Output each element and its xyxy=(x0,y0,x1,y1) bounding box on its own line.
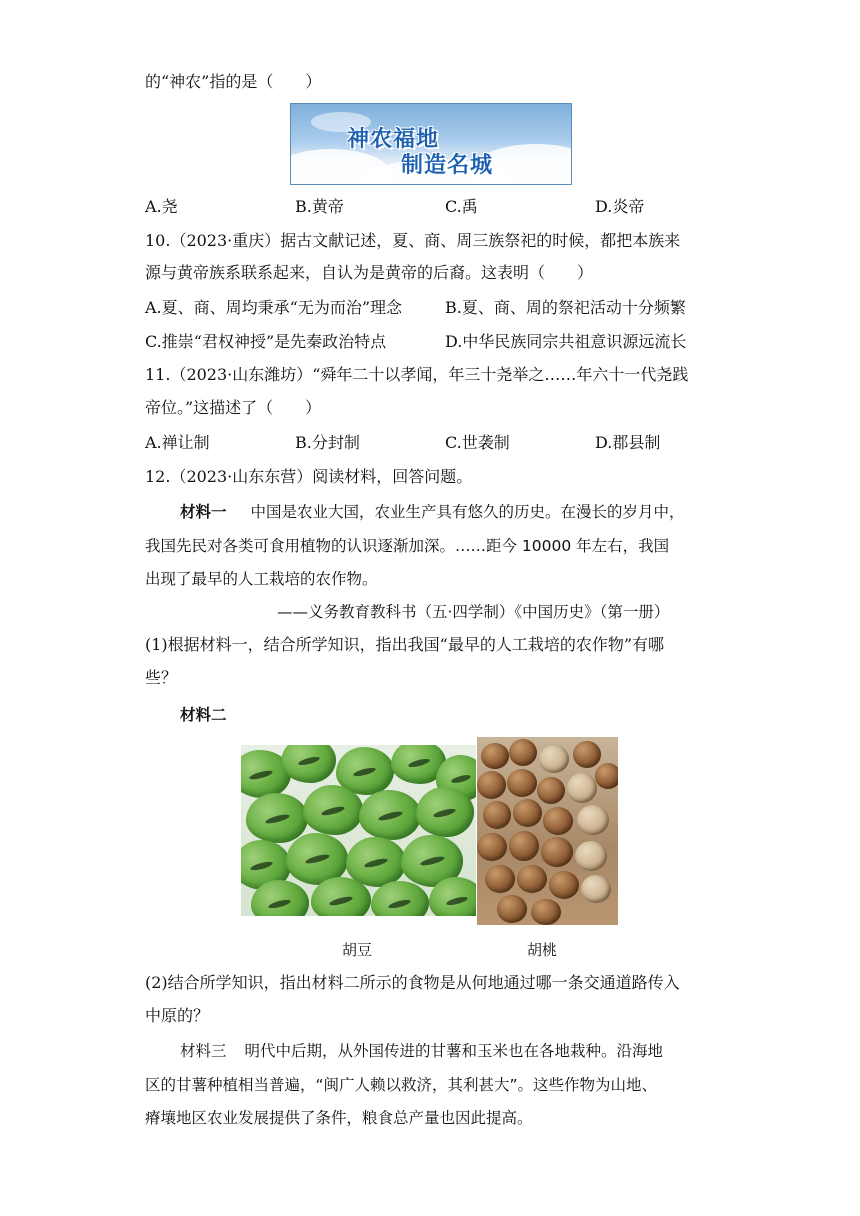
q9-option-d: D.炎帝 xyxy=(595,197,645,216)
q11-stem-line2: 帝位。”这描述了（ ） xyxy=(145,398,322,417)
material1-label: 材料一 xyxy=(180,503,227,521)
q9-option-a: A.尧 xyxy=(145,197,178,216)
q10-stem-line2: 源与黄帝族系联系起来，自认为是黄帝的后裔。这表明（ ） xyxy=(145,263,594,282)
banner-text-line1: 神农福地 xyxy=(347,127,440,152)
sub-question2-line1: (2)结合所学知识，指出材料二所示的食物是从何地通过哪一条交通道路传入 xyxy=(145,973,680,992)
q9-stem: 的“神农”指的是（ ） xyxy=(145,72,322,91)
material1-text1: 中国是农业大国，农业生产具有悠久的历史。在漫长的岁月中， xyxy=(250,503,685,521)
sub-question1-line1: (1)根据材料一，结合所学知识，指出我国“最早的人工栽培的农作物”有哪 xyxy=(145,635,665,654)
sub-question1-line2: 些？ xyxy=(145,668,178,687)
material1-line1 xyxy=(180,500,685,524)
caption-walnut: 胡桃 xyxy=(527,941,558,959)
q9-option-b: B.黄帝 xyxy=(295,197,344,216)
material3-text1: 明代中后期，从外国传进的甘薯和玉米也在各地栽种。沿海地 xyxy=(244,1042,664,1060)
q11-stem-line1: 11.（2023·山东潍坊）“舜年二十以孝闻，年三十尧举之……年六十一代尧践 xyxy=(145,365,689,384)
banner-text-line2: 制造名城 xyxy=(401,153,494,178)
q11-option-c: C.世袭制 xyxy=(445,433,510,452)
material1-line3: 出现了最早的人工栽培的农作物。 xyxy=(145,570,378,588)
q10-option-b: B.夏、商、周的祭祀活动十分频繁 xyxy=(445,298,686,317)
material3-label: 材料三 xyxy=(180,1042,227,1060)
material2-label: 材料二 xyxy=(180,706,227,724)
material1-line2: 我国先民对各类可食用植物的认识逐渐加深。……距今 10000 年左右，我国 xyxy=(145,537,670,555)
broad-bean-photo xyxy=(241,745,476,916)
q10-option-a: A.夏、商、周均秉承“无为而治”理念 xyxy=(145,298,403,317)
material3-line2: 区的甘薯种植相当普遍，“闽广人赖以救济，其利甚大”。这些作物为山地、 xyxy=(145,1076,658,1094)
q11-option-d: D.郡县制 xyxy=(595,433,661,452)
caption-broad-bean: 胡豆 xyxy=(342,941,373,959)
q9-option-c: C.禹 xyxy=(445,197,478,216)
material1-source: ——义务教育教科书（五·四学制）《中国历史》（第一册） xyxy=(277,603,670,621)
material3-line3: 瘠壤地区农业发展提供了条件，粮食总产量也因此提高。 xyxy=(145,1109,533,1127)
walnut-photo xyxy=(477,737,618,925)
q12-stem: 12.（2023·山东东营）阅读材料，回答问题。 xyxy=(145,467,473,486)
sub-question2-line2: 中原的？ xyxy=(145,1006,210,1025)
banner-image xyxy=(290,103,572,185)
q10-option-c: C.推崇“君权神授”是先秦政治特点 xyxy=(145,332,387,351)
q10-stem-line1: 10.（2023·重庆）据古文献记述，夏、商、周三族祭祀的时候，都把本族来 xyxy=(145,231,681,250)
material3-line1 xyxy=(180,1039,663,1063)
q11-option-a: A.禅让制 xyxy=(145,433,210,452)
q11-option-b: B.分封制 xyxy=(295,433,360,452)
q10-option-d: D.中华民族同宗共祖意识源远流长 xyxy=(445,332,687,351)
